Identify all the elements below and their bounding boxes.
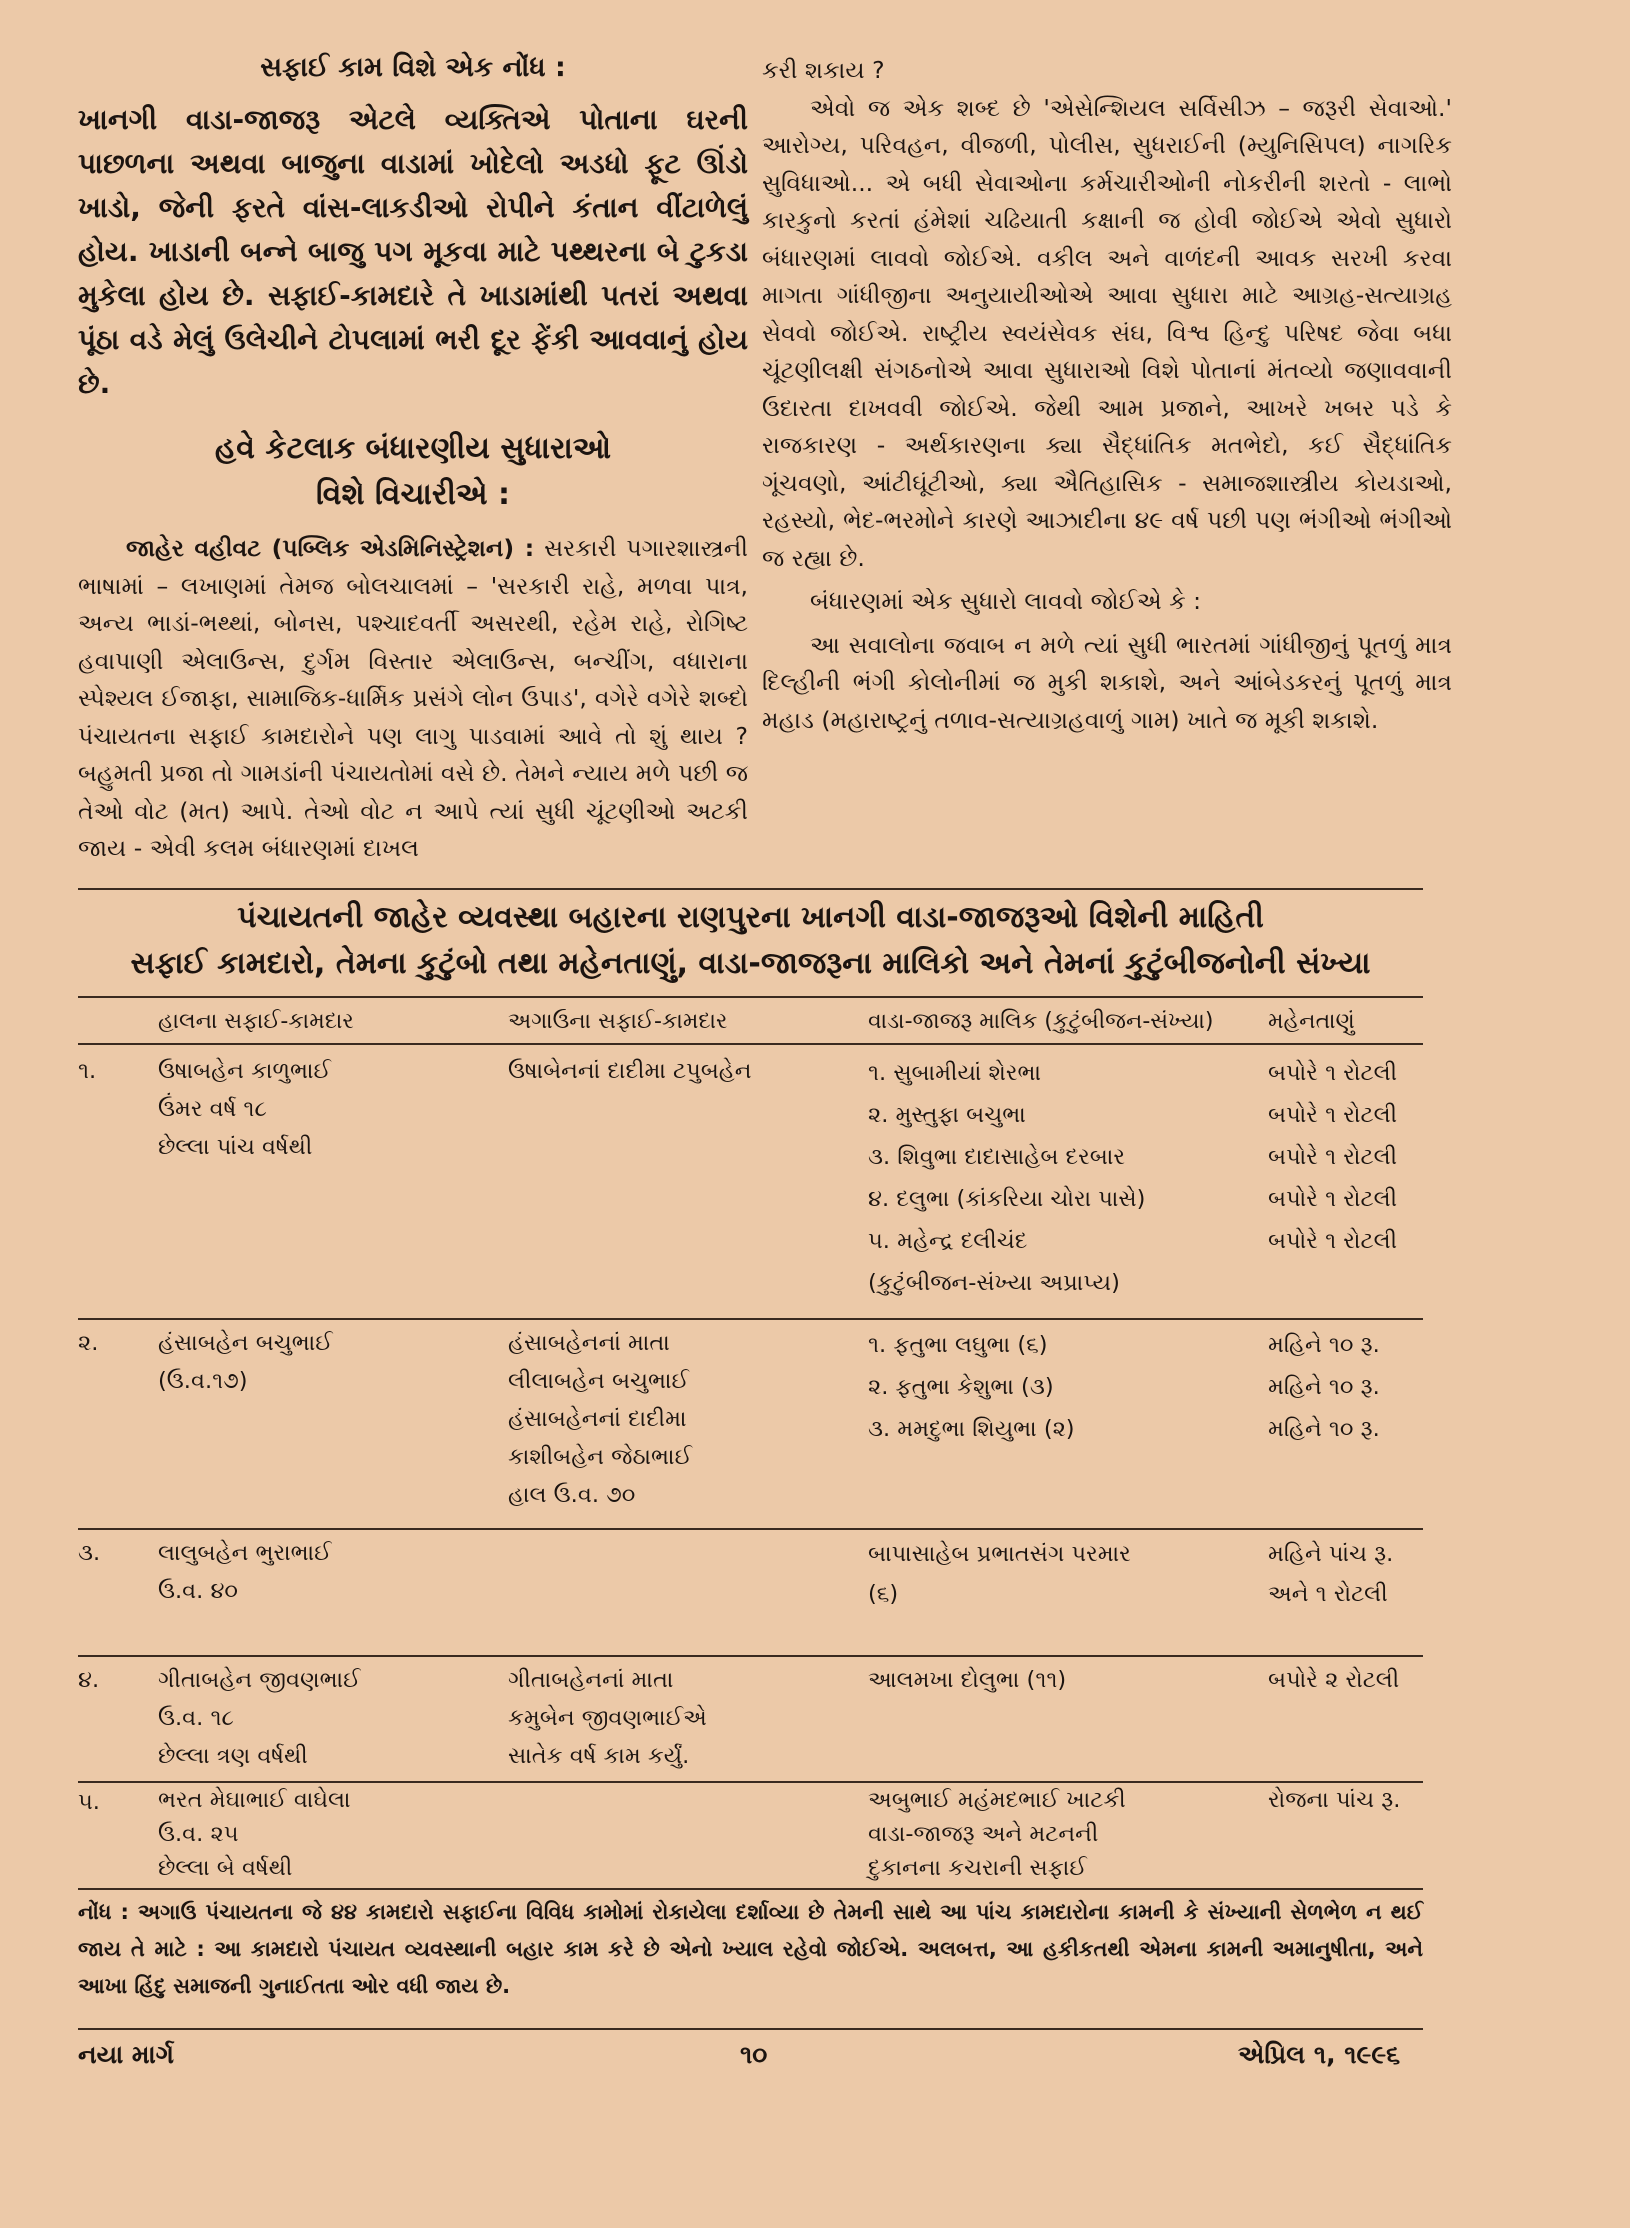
wage-cell xyxy=(1268,1661,1428,1699)
cell-line: ૩. મમદુભા શિયુભા (૨) xyxy=(868,1416,1075,1442)
divider-row xyxy=(78,1528,1423,1530)
row-number: ૩. xyxy=(78,1540,101,1566)
table-header xyxy=(78,1003,1423,1043)
cell-line: ઉષાબેનનાં દાદીમા ટપુબહેન xyxy=(508,1058,752,1084)
wage-cell xyxy=(1268,1324,1428,1450)
header-previous-worker: અગાઉના સફાઈ-કામદાર xyxy=(508,1009,728,1034)
divider-bottom xyxy=(78,1888,1423,1890)
cell-line: ગીતાબહેન જીવણભાઈ xyxy=(158,1667,361,1693)
header-wage: મહેનતાણું xyxy=(1268,1009,1355,1034)
cell-line: સાતેક વર્ષ કામ કર્યું. xyxy=(508,1743,690,1769)
cell-line: અને ૧ રોટલી xyxy=(1268,1581,1388,1607)
owner-cell xyxy=(868,1052,1268,1304)
cell-line: (ઉ.વ.૧૭) xyxy=(158,1368,248,1394)
current-worker-cell xyxy=(158,1052,488,1166)
current-worker-cell xyxy=(158,1534,488,1610)
cell-line: બપોરે ૧ રોટલી xyxy=(1268,1102,1398,1128)
section-heading-cleaning-note: સફાઈ કામ વિશે એક નોંધ : xyxy=(260,52,566,83)
row-number: ૧. xyxy=(78,1058,97,1084)
paragraph-lead: જાહેર વહીવટ (પબ્લિક એડમિનિસ્ટ્રેશન) : xyxy=(126,534,535,562)
cell-line: ભરત મેઘાભાઈ વાઘેલા xyxy=(158,1787,351,1813)
cell-line: ઉષાબહેન કાળુભાઈ xyxy=(158,1058,331,1084)
cell-line: છેલ્લા પાંચ વર્ષથી xyxy=(158,1134,313,1160)
table-title-line-1: પંચાયતની જાહેર વ્યવસ્થા બહારના રાણપુરના ખાનગી વાડા-જાજરૂઓ વિશેની માહિતી xyxy=(237,900,1264,935)
cell-line: બાપાસાહેબ પ્રભાતસંગ પરમાર xyxy=(868,1541,1131,1567)
cell-line: લીલાબહેન બચુભાઈ xyxy=(508,1368,689,1394)
essential-services-paragraph: એવો જ એક શબ્દ છે 'એસેન્શિયલ સર્વિસીઝ – જરૂરી સેવાઓ.' આરોગ્ય, પરિવહન, વીજળી, પોલીસ, સુધરાઈની (મ્યુનિસિપલ) નાગરિક સુવિધાઓ... એ બધી સેવાઓના કર્મચારીઓની નોકરીની શરતો - લાભો કારકુનો કરતાં હંમેશાં ચઢિયાતી કક્ષાની જ હોવી જોઈએ એવો સુધારો બંધારણમાં લાવવો જોઈએ. વકીલ અને વાળંદની આવક સરખી કરવા માગતા ગાંધીજીના અનુયાયીઓએ આવા સુધારા માટે આગ્રહ-સત્યાગ્રહ સેવવો જોઈએ. રાષ્ટ્રીય સ્વયંસેવક સંઘ, વિશ્વ હિન્દુ પરિષદ જેવા બધા ચૂંટણીલક્ષી સંગઠનોએ આવા સુધારાઓ વિશે પોતાનાં મંતવ્યો જણાવવાની ઉદારતા દાખવવી જોઈએ. જેથી આમ પ્રજાને, આખરે ખબર પડે કે રાજકારણ - અર્થકારણના ક્યા સૈદ્ધાંતિક મતભેદો, કઈ સૈદ્ધાંતિક ગૂંચવણો, આંટીઘૂંટીઓ, ક્યા ઐતિહાસિક - સમાજશાસ્ત્રીય કોયડાઓ, રહસ્યો, ભેદ-ભરમોને કારણે આઝાદીના ૪૯ વર્ષ પછી પણ ભંગીઓ ભંગીઓ જ રહ્યા છે. xyxy=(762,93,1452,572)
current-worker-cell xyxy=(158,1324,488,1400)
cell-line: ઉંમર વર્ષ ૧૮ xyxy=(158,1096,267,1122)
cell-line: છેલ્લા ત્રણ વર્ષથી xyxy=(158,1743,308,1769)
cell-line: છેલ્લા બે વર્ષથી xyxy=(158,1855,293,1881)
cell-line: ૨. મુસ્તુફા બચુભા xyxy=(868,1102,1026,1128)
current-worker-cell xyxy=(158,1783,488,1885)
wage-cell xyxy=(1268,1783,1428,1817)
intro-paragraph: ખાનગી વાડા-જાજરૂ એટલે વ્યક્તિએ પોતાના ઘરની પાછળના અથવા બાજુના વાડામાં ખોદેલો અડધો ફૂટ ઊંડો ખાડો, જેની ફરતે વાંસ-લાકડીઓ રોપીને કંતાન વીંટાળેલું હોય. ખાડાની બન્ને બાજુ પગ મૂકવા માટે પથ્થરના બે ટુકડા મુકેલા હોય છે. સફાઈ-કામદારે તે ખાડામાંથી પતરાં અથવા પૂંઠા વડે મેલું ઉલેચીને ટોપલામાં ભરી દૂર ફેંકી આવવાનું હોય છે. xyxy=(78,103,748,400)
public-administration-paragraph xyxy=(78,530,748,868)
cell-line: આલમખા દોલુભા (૧૧) xyxy=(868,1667,1067,1693)
cell-line: ઉ.વ. ૧૮ xyxy=(158,1705,234,1731)
header-owner: વાડા-જાજરૂ માલિક (કુટુંબીજન-સંખ્યા) xyxy=(868,1009,1214,1034)
divider-top xyxy=(78,888,1423,890)
cell-line: ૧. ફતુભા લઘુભા (૬) xyxy=(868,1332,1048,1358)
previous-worker-cell xyxy=(508,1324,858,1514)
cell-line: દુકાનના કચરાની સફાઈ xyxy=(868,1855,1087,1881)
header-current-worker: હાલના સફાઈ-કામદાર xyxy=(158,1009,354,1034)
row-number: ૫. xyxy=(78,1789,100,1815)
row-number: ૪. xyxy=(78,1667,100,1693)
cell-line: ગીતાબહેનનાં માતા xyxy=(508,1667,674,1693)
wage-cell xyxy=(1268,1534,1428,1614)
amendment-intro-paragraph: બંધારણમાં એક સુધારો લાવવો જોઈએ કે : xyxy=(810,587,1202,615)
cell-line: ઉ.વ. ૨૫ xyxy=(158,1821,239,1847)
owner-cell xyxy=(868,1534,1268,1614)
cell-line: હાલ ઉ.વ. ૭૦ xyxy=(508,1482,636,1508)
cell-line: ૩. શિવુભા દાદાસાહેબ દરબાર xyxy=(868,1144,1125,1170)
cell-line: ઉ.વ. ૪૦ xyxy=(158,1578,238,1604)
cell-line: હંસાબહેનનાં દાદીમા xyxy=(508,1406,687,1432)
cell-line: મહિને પાંચ રૂ. xyxy=(1268,1541,1394,1567)
cell-line: કાશીબહેન જેઠાભાઈ xyxy=(508,1444,692,1470)
cell-line: ૪. દલુભા (કાંકરિયા ચોરા પાસે) xyxy=(868,1186,1146,1212)
paragraph-body: સરકારી પગારશાસ્ત્રની ભાષામાં – લખાણમાં તેમજ બોલચાલમાં – 'સરકારી રાહે, મળવા પાત્ર, અન્ય ભાડાં-ભથ્થાં, બોનસ, પશ્ચાદવર્તી અસરથી, રહેમ રાહે, રોગિષ્ટ હવાપાણી એલાઉન્સ, દુર્ગમ વિસ્તાર એલાઉન્સ, બન્ચીંગ, વધારાના સ્પેશ્યલ ઈજાફા, સામાજિક-ધાર્મિક પ્રસંગે લોન ઉપાડ', વગેરે વગેરે શબ્દો પંચાયતના સફાઈ કામદારોને પણ લાગુ પાડવામાં આવે તો શું થાય ? બહુમતી પ્રજા તો ગામડાંની પંચાયતોમાં વસે છે. તેમને ન્યાય મળે પછી જ તેઓ વોટ (મત) આપે. તેઓ વોટ ન આપે ત્યાં સુધી ચૂંટણીઓ અટકી જાય - એવી કલમ બંધારણમાં દાખલ xyxy=(78,534,748,862)
issue-date: એપ્રિલ ૧, ૧૯૯૬ xyxy=(1238,2040,1401,2069)
current-worker-cell xyxy=(158,1661,488,1775)
previous-worker-cell xyxy=(508,1661,858,1775)
cell-line: ૫. મહેન્દ્ર દલીચંદ xyxy=(868,1228,1028,1254)
cell-line: ૧. સુબામીયાં શેરભા xyxy=(868,1060,1042,1086)
cell-line: અબુભાઈ મહંમદભાઈ ખાટકી xyxy=(868,1787,1126,1813)
cell-line: કમુબેન જીવણભાઈએ xyxy=(508,1705,707,1731)
cell-line: બપોરે ૨ રોટલી xyxy=(1268,1667,1400,1693)
statue-paragraph: આ સવાલોના જવાબ ન મળે ત્યાં સુધી ભારતમાં ગાંધીજીનું પૂતળું માત્ર દિલ્હીની ભંગી કોલોનીમાં જ મુકી શકાશે, અને આંબેડકરનું પૂતળું માત્ર મહાડ (મહારાષ્ટ્રનું તળાવ-સત્યાગ્રહવાળું ગામ) ખાતે જ મૂકી શકાશે. xyxy=(762,630,1452,734)
divider-row xyxy=(78,1318,1423,1320)
continued-paragraph: કરી શકાય ? xyxy=(762,56,885,84)
footer-divider xyxy=(78,2028,1423,2030)
cell-line: મહિને ૧૦ રૂ. xyxy=(1268,1374,1380,1400)
wage-cell xyxy=(1268,1052,1428,1262)
cell-line: મહિને ૧૦ રૂ. xyxy=(1268,1332,1380,1358)
cell-line: લાલુબહેન ભુરાભાઈ xyxy=(158,1540,332,1566)
cell-line: મહિને ૧૦ રૂ. xyxy=(1268,1416,1380,1442)
divider-title xyxy=(78,996,1423,998)
cell-line: રોજના પાંચ રૂ. xyxy=(1268,1787,1401,1813)
publication-name: નયા માર્ગ xyxy=(78,2040,174,2069)
subheading-line-1: હવે કેટલાક બંધારણીય સુધારાઓ xyxy=(214,431,612,466)
table-note: નોંધ : અગાઉ પંચાયતના જે ૪૪ કામદારો સફાઈના વિવિધ કામોમાં રોકાયેલા દર્શાવ્યા છે તેમની સાથે આ પાંચ કામદારોના કામની કે સંખ્યાની સેળભેળ ન થઈ જાય તે માટે : આ કામદારો પંચાયત વ્યવસ્થાની બહાર કામ કરે છે એનો ખ્યાલ રહેવો જોઈએ. અલબત્ત, આ હકીકતથી એમના કામની અમાનુષીતા, અને આખા હિંદુ સમાજની ગુનાઈતતા ઓર વધી જાય છે. xyxy=(78,1900,1423,1998)
cell-line: વાડા-જાજરૂ અને મટનની xyxy=(868,1821,1099,1847)
previous-worker-cell xyxy=(508,1052,858,1090)
owner-cell xyxy=(868,1661,1268,1699)
cell-line: હંસાબહેન બચુભાઈ xyxy=(158,1330,333,1356)
divider-row xyxy=(78,1655,1423,1657)
cell-line: બપોરે ૧ રોટલી xyxy=(1268,1060,1398,1086)
right-column xyxy=(762,52,1452,739)
page-number: ૧૦ xyxy=(740,2040,768,2069)
owner-cell xyxy=(868,1324,1268,1450)
cell-line: (કુટુંબીજન-સંખ્યા અપ્રાપ્ય) xyxy=(868,1270,1120,1296)
owner-cell xyxy=(868,1783,1268,1885)
subheading-line-2: વિશે વિચારીએ : xyxy=(315,477,511,512)
cell-line: બપોરે ૧ રોટલી xyxy=(1268,1228,1398,1254)
cell-line: બપોરે ૧ રોટલી xyxy=(1268,1186,1398,1212)
left-column xyxy=(78,52,748,868)
table-title-line-2: સફાઈ કામદારો, તેમના કુટુંબો તથા મહેનતાણું, વાડા-જાજરૂના માલિકો અને તેમનાં કુટુંબીજનોની સંખ્યા xyxy=(130,946,1371,981)
section-heading-constitutional-amendments xyxy=(78,426,748,518)
cell-line: હંસાબહેનનાં માતા xyxy=(508,1330,670,1356)
cell-line: (૬) xyxy=(868,1581,899,1607)
divider-header xyxy=(78,1043,1423,1045)
cell-line: ૨. ફતુભા કેશુભા (૩) xyxy=(868,1374,1054,1400)
cell-line: બપોરે ૧ રોટલી xyxy=(1268,1144,1398,1170)
row-number: ૨. xyxy=(78,1330,99,1356)
